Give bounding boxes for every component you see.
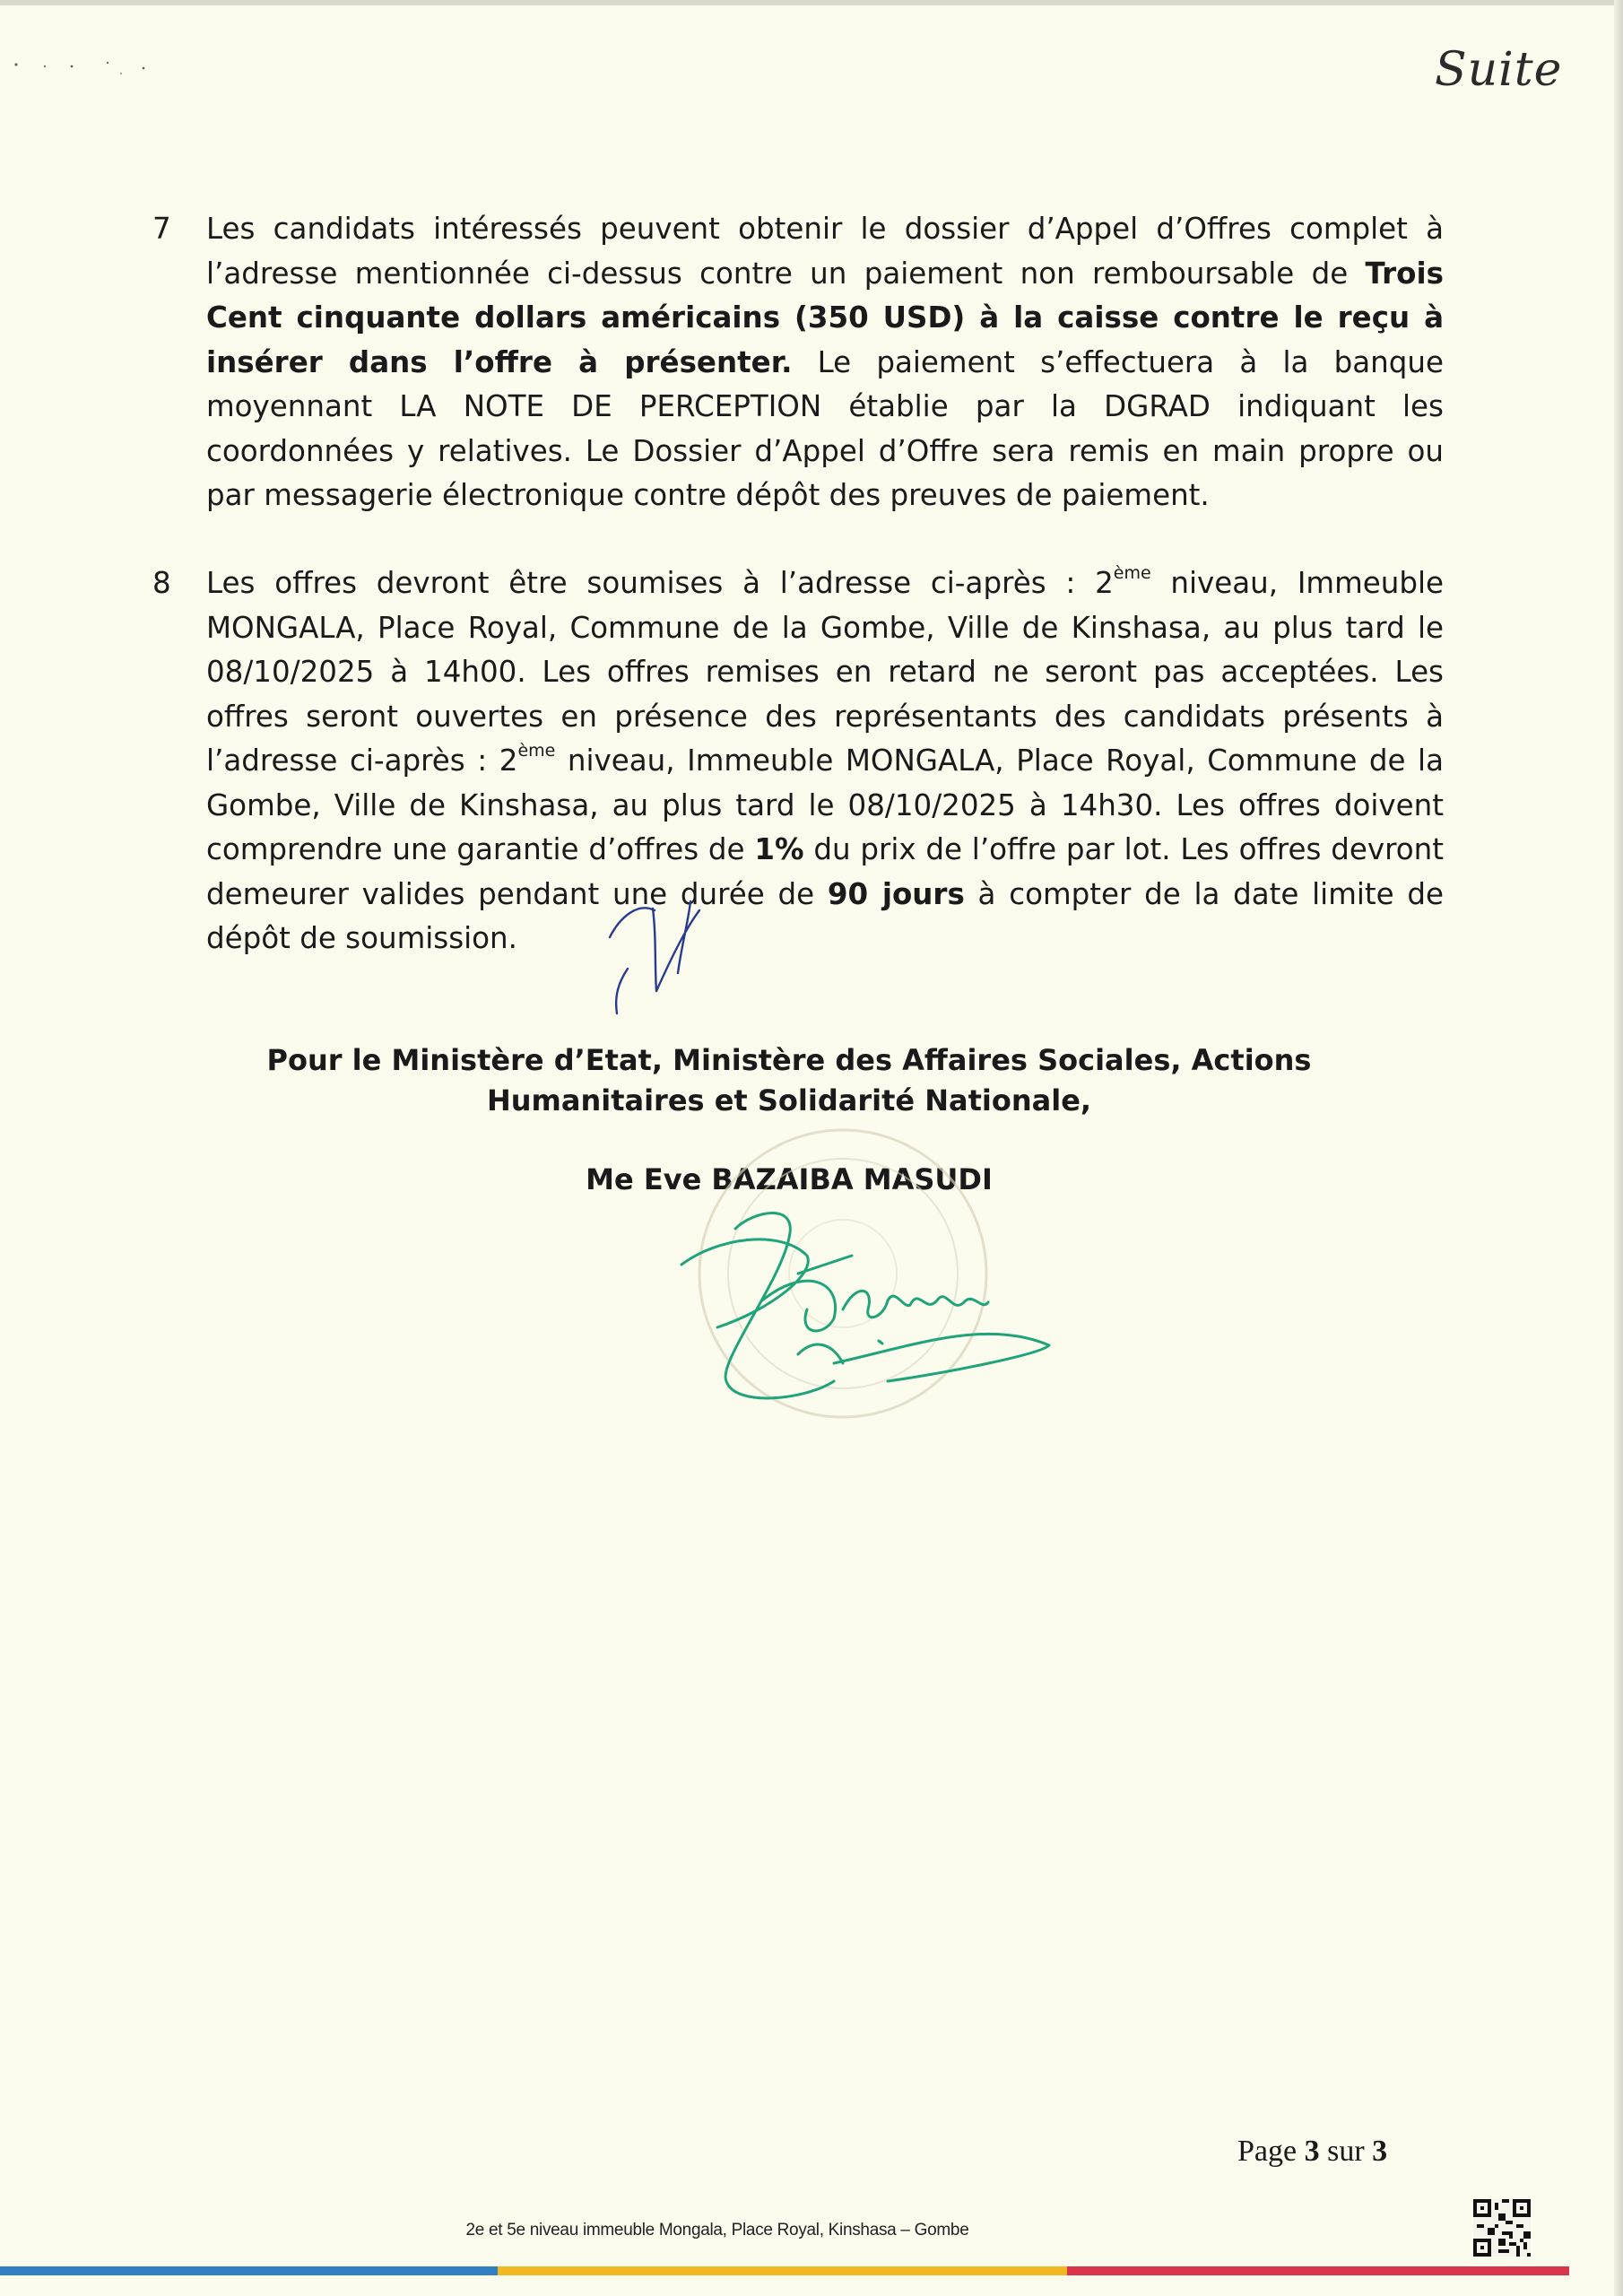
item-8-text-a: Les offres devront être soumises à l’adresse ci-après : 2 bbox=[206, 566, 1114, 600]
validity-duration: 90 jours bbox=[827, 876, 965, 911]
signature-block-line-1: Pour le Ministère d’Etat, Ministère des Affaires Sociales, Actions bbox=[266, 1043, 1312, 1077]
footer-stripe-yellow bbox=[498, 2266, 1067, 2275]
item-number: 7 bbox=[152, 212, 171, 246]
page-prefix: Page bbox=[1237, 2135, 1298, 2168]
item-8-text-d: du prix de l’offre par lot. Les offres devront demeurer valides pendant une durée de bbox=[206, 832, 1444, 911]
page-number bbox=[1237, 2135, 1435, 2174]
item-7-text-b: Le paiement s’effectuera à la banque moyennant LA NOTE DE PERCEPTION établie par la DGRAD indiquant les coordonnées y relatives. Le Dossier d’Appel d’Offre sera remis en main propre ou par messagerie électronique contre dépôt des preuves de paiement. bbox=[206, 344, 1444, 512]
list-item-7 bbox=[152, 207, 1444, 518]
page-current: 3 bbox=[1304, 2135, 1320, 2168]
suite-label: Suite bbox=[1435, 43, 1563, 97]
scan-specks bbox=[9, 54, 170, 90]
page-top-edge bbox=[0, 0, 1623, 5]
item-7-payment-terms: Trois Cent cinquante dollars américains (350 USD) à la caisse contre le reçu à insérer dans l’offre à présenter. bbox=[206, 256, 1444, 379]
page-total: 3 bbox=[1372, 2135, 1388, 2168]
footer-stripe-red bbox=[1067, 2266, 1569, 2275]
item-7-text-a: Les candidats intéressés peuvent obtenir le dossier d’Appel d’Offres complet à l’adresse mentionnée ci-dessus contre un paiement non remboursable de bbox=[206, 212, 1444, 291]
handwritten-signature bbox=[664, 1202, 1076, 1426]
item-text bbox=[206, 561, 1444, 961]
signature-block-line-2: Humanitaires et Solidarité Nationale, bbox=[486, 1083, 1092, 1118]
guarantee-percent: 1% bbox=[754, 832, 804, 866]
qr-code-icon bbox=[1473, 2199, 1531, 2257]
item-8-text-b: niveau, Immeuble MONGALA, Place Royal, Commune de la Gombe, Ville de Kinshasa, au plus tard le 08/10/2025 à 14h00. Les offres remises en retard ne seront pas acceptées. Les offres seront ouvertes en présence des représentants des candidats présents à l’adresse ci-après : 2 bbox=[206, 566, 1444, 778]
item-text bbox=[206, 207, 1444, 518]
signatory-name: Me Eve BAZAIBA MASUDI bbox=[586, 1162, 993, 1196]
ordinal-suffix: ème bbox=[517, 741, 556, 761]
footer-stripe-blue bbox=[0, 2266, 498, 2275]
page-right-edge bbox=[1614, 0, 1623, 2296]
handwritten-initials bbox=[601, 883, 717, 1018]
ordinal-suffix: ème bbox=[1113, 563, 1151, 584]
item-number: 8 bbox=[152, 566, 171, 600]
item-8-text-c: niveau, Immeuble MONGALA, Place Royal, Commune de la Gombe, Ville de Kinshasa, au plus tard le 08/10/2025 à 14h30. Les offres doivent comprendre une garantie d’offres de bbox=[206, 744, 1444, 866]
page-separator: sur bbox=[1327, 2135, 1365, 2168]
signature-block bbox=[260, 1040, 1318, 1121]
footer-address: 2e et 5e niveau immeuble Mongala, Place Royal, Kinshasa – Gombe bbox=[465, 2221, 969, 2239]
list-item-8 bbox=[152, 561, 1444, 961]
item-8-text-e: à compter de la date limite de dépôt de soumission. bbox=[206, 876, 1444, 955]
